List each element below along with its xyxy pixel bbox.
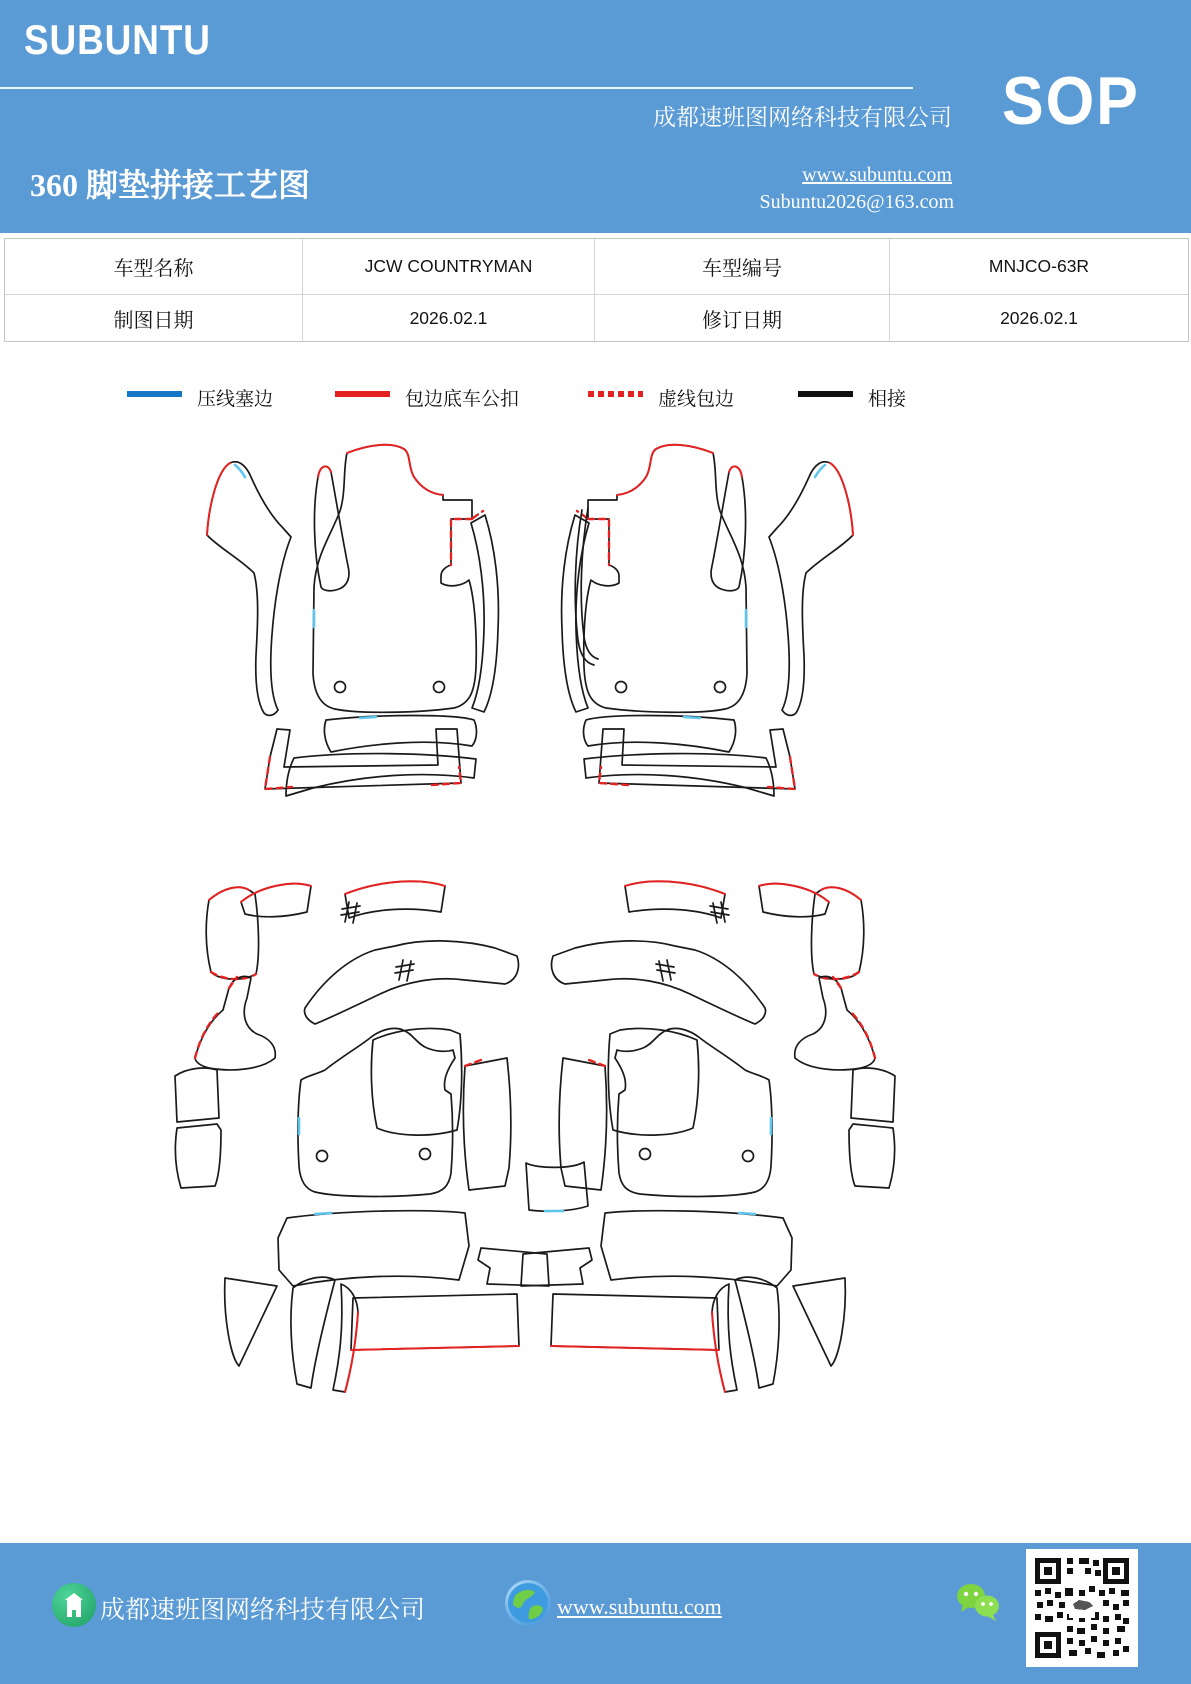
join-swatch — [798, 391, 853, 397]
model-code-label: 车型编号 — [595, 239, 890, 295]
qr-code — [1026, 1549, 1138, 1667]
model-name-label: 车型名称 — [5, 239, 303, 295]
binding-buckle-label: 包边底车公扣 — [405, 389, 520, 410]
front-mats-pattern-diagram — [180, 415, 860, 805]
header-email: Subuntu2026@163.com — [759, 191, 954, 213]
subuntu-logo: SUBUNTU — [24, 16, 211, 63]
header-company-name: 成都速班图网络科技有限公司 — [653, 105, 952, 130]
sop-label: SOP — [1002, 63, 1140, 139]
pressline-label: 压线塞边 — [197, 389, 274, 410]
globe-icon — [505, 1580, 551, 1626]
model-name-value: JCW COUNTRYMAN — [303, 239, 595, 295]
header-divider — [0, 87, 913, 89]
dashed-binding-label: 虚线包边 — [658, 389, 735, 410]
rear-mats-pattern-diagram — [165, 818, 905, 1448]
dashed-binding-swatch — [588, 391, 643, 397]
draw-date-value: 2026.02.1 — [303, 295, 595, 341]
wechat-icon — [953, 1581, 1005, 1625]
building-icon — [52, 1583, 96, 1627]
pressline-swatch — [127, 391, 182, 397]
revise-date-value: 2026.02.1 — [1000, 307, 1078, 328]
footer-company-name: 成都速班图网络科技有限公司 — [100, 1597, 426, 1624]
binding-buckle-swatch — [335, 391, 390, 397]
footer-banner — [0, 1543, 1191, 1684]
vehicle-info-table — [4, 238, 1189, 342]
header-banner — [0, 0, 1191, 233]
footer-website-link[interactable]: www.subuntu.com — [557, 1594, 722, 1619]
draw-date-label: 制图日期 — [5, 295, 303, 341]
revise-date-label: 修订日期 — [595, 295, 890, 341]
header-website-link[interactable]: www.subuntu.com — [802, 164, 952, 186]
join-label: 相接 — [868, 389, 907, 410]
page-title: 360 脚垫拼接工艺图 — [30, 167, 311, 203]
model-code-value: MNJCO-63R — [890, 239, 1188, 295]
